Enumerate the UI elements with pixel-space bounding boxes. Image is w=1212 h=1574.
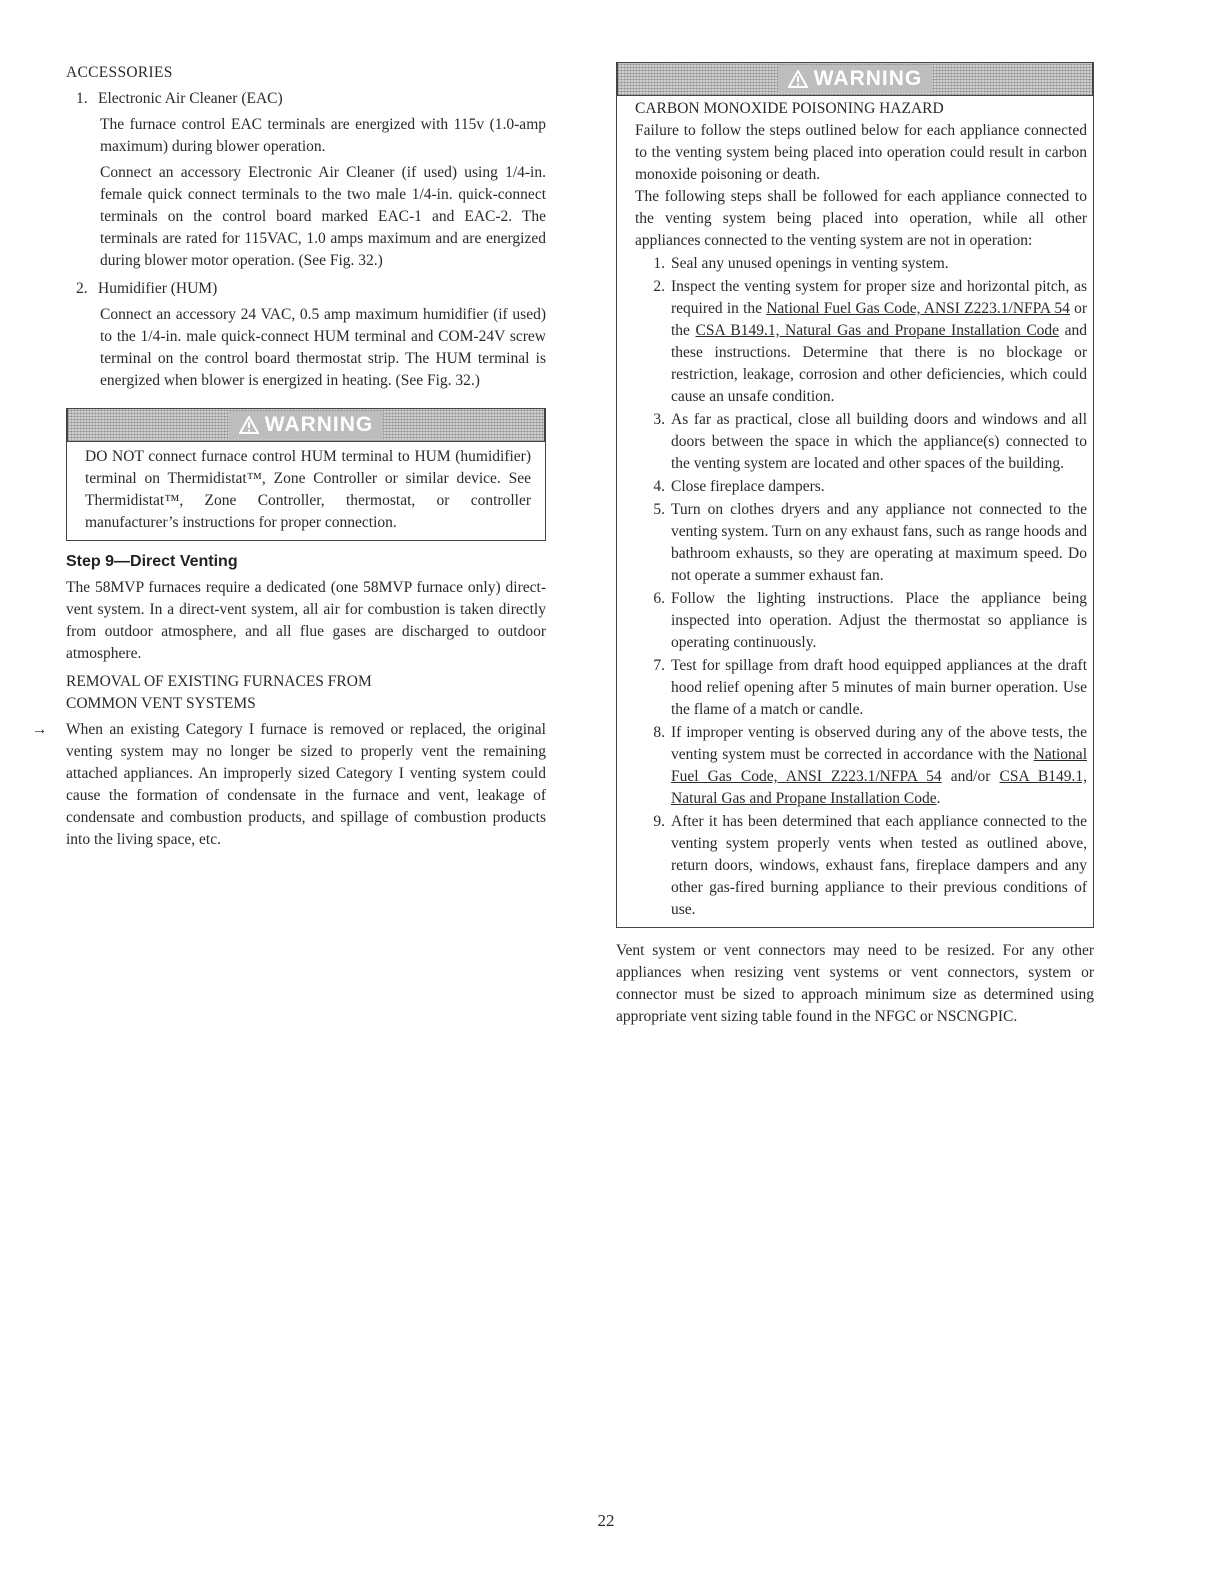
step-text: Close fireplace dampers.: [671, 478, 825, 495]
list-item: [635, 588, 1087, 654]
eac-paragraph-1: The furnace control EAC terminals are energized with 115v (1.0-amp maximum) during blower operation.: [100, 116, 546, 155]
list-item: [635, 811, 1087, 921]
warning-triangle-icon: [239, 416, 259, 434]
code-reference: National Fuel Gas Code, ANSI Z223.1/NFPA 54: [671, 746, 1087, 785]
step-text: [671, 722, 1087, 810]
warning-title-text: WARNING: [813, 67, 923, 90]
left-column: [32, 62, 546, 851]
co-warning-box: [616, 62, 1094, 928]
step-number: 2.: [653, 278, 665, 295]
warning-title: [778, 65, 933, 93]
step-number: 4.: [653, 478, 665, 495]
step-number: 6.: [653, 590, 665, 607]
step-number: 8.: [653, 724, 665, 741]
right-column: [616, 62, 1094, 1028]
list-item: [635, 253, 1087, 275]
eac-paragraph-2: Connect an accessory Electronic Air Cleaner (if used) using 1/4-in. female quick connect terminals to the two male 1/4-in. quick-connect terminals on the control board marked EAC-1 and EAC-2. The terminals are rated for 115VAC, 1.0 amps maximum and are energized during blower motor operation. (See Fig. 32.): [100, 164, 546, 269]
step-number: 5.: [653, 501, 665, 518]
warning-triangle-icon: [788, 70, 808, 88]
hazard-heading: CARBON MONOXIDE POISONING HAZARD: [635, 100, 944, 117]
step-9-heading: Step 9—Direct Venting: [66, 553, 238, 570]
step-text-part: and/or: [941, 768, 1000, 785]
removal-heading: [66, 671, 546, 715]
vent-resize-paragraph: Vent system or vent connectors may need to be resized. For any other appliances when resizing vent systems or vent connectors, system or connector must be sized to approach minimum size as determined using appropriate vent sizing table found in the NFGC or NSCNGPIC.: [616, 942, 1094, 1025]
step-text: Test for spillage from draft hood equipped appliances at the draft hood relief opening after 5 minutes of main burner operation. Use the flame of a match or candle.: [671, 657, 1087, 718]
step-text-part: Inspect the venting system for proper size and horizontal pitch, as required in the: [671, 278, 1087, 317]
step-number: 7.: [653, 657, 665, 674]
warning-banner: [617, 62, 1093, 96]
venting-steps-list: [635, 253, 1087, 921]
removal-heading-line-2: COMMON VENT SYSTEMS: [66, 695, 256, 712]
item-label: Electronic Air Cleaner (EAC): [98, 90, 283, 107]
step-text: Turn on clothes dryers and any appliance not connected to the venting system. Turn on any exhaust fans, such as range hoods and bathroom exhausts, so they are operating at maximum speed. Do not operate a summer exhaust fan.: [671, 501, 1087, 584]
step-text: After it has been determined that each appliance connected to the venting system properly vents when tested as outlined above, return doors, windows, exhaust fans, fireplace dampers and any other gas-fired burning appliance to their previous conditions of use.: [671, 813, 1087, 918]
accessories-heading: ACCESSORIES: [66, 64, 173, 81]
list-item: [635, 655, 1087, 721]
step-text: Follow the lighting instructions. Place the appliance being inspected into operation. Adjust the thermostat so appliance is operating continuously.: [671, 590, 1087, 651]
list-item: [635, 722, 1087, 810]
warning-title: [229, 411, 384, 439]
list-item: [635, 276, 1087, 408]
warning-text: DO NOT connect furnace control HUM terminal to HUM (humidifier) terminal on Thermidistat™, Zone Controller or similar device. See Thermidistat™, Zone Controller, thermostat, or controller manufacturer’s instructions for proper connection.: [85, 448, 531, 531]
step-text: Seal any unused openings in venting system.: [671, 255, 949, 272]
item-label: Humidifier (HUM): [98, 280, 218, 297]
warning-body: [617, 96, 1093, 927]
item-number: 2.: [76, 280, 88, 297]
page-number: 22: [597, 1511, 615, 1530]
removal-paragraph: [32, 719, 546, 851]
list-item: [635, 499, 1087, 587]
hum-paragraph: Connect an accessory 24 VAC, 0.5 amp maximum humidifier (if used) to the 1/4-in. male quick-connect HUM terminal and COM-24V screw terminal on the control board thermostat strip. The HUM terminal is energized when blower is energized in heating. (See Fig. 32.): [100, 306, 546, 389]
step-text-part: If improper venting is observed during any of the above tests, the venting system must be corrected in accordance with the: [671, 724, 1087, 763]
warning-intro-2: The following steps shall be followed for each appliance connected to the venting system being placed into operation, while all other appliances connected to the venting system are not in operation:: [635, 188, 1087, 249]
item-number: 1.: [76, 90, 88, 107]
list-item: [635, 409, 1087, 475]
hum-warning-box: [66, 408, 546, 541]
step-text-part: .: [936, 790, 941, 807]
removal-heading-line-1: REMOVAL OF EXISTING FURNACES FROM: [66, 673, 372, 690]
step-text: As far as practical, close all building doors and windows and all doors between the space in which the appliance(s) connected to the venting system are located and other spaces of the building.: [671, 411, 1087, 472]
step-number: 3.: [653, 411, 665, 428]
warning-banner: [67, 408, 545, 442]
code-reference: National Fuel Gas Code, ANSI Z223.1/NFPA 54: [766, 300, 1070, 317]
code-reference: CSA B149.1, Natural Gas and Propane Installation Code: [695, 322, 1060, 339]
code-reference: CSA B149.1, Natural Gas and Propane Installation Code: [671, 768, 1087, 807]
step-text-part: and these instructions. Determine that there is no blockage or restriction, leakage, corrosion and other deficiencies, which could cause an unsafe condition.: [671, 322, 1088, 405]
accessory-item-hum: [76, 278, 546, 300]
step-number: 9.: [653, 813, 665, 830]
step-text-part: or the: [671, 300, 1087, 339]
accessory-item-eac: [76, 88, 546, 110]
removal-paragraph-text: When an existing Category I furnace is removed or replaced, the original venting system may no longer be sized to properly vent the remaining attached appliances. An improperly sized Category I venting system could cause the formation of condensate in the furnace and vent, leakage of condensate and combustion products, and spillage of combustion products into the living space, etc.: [66, 721, 546, 848]
change-arrow-icon: →: [32, 721, 48, 738]
warning-intro-1: Failure to follow the steps outlined below for each appliance connected to the venting system being placed into operation could result in carbon monoxide poisoning or death.: [635, 122, 1087, 183]
step-number: 1.: [653, 255, 665, 272]
step-9-paragraph: The 58MVP furnaces require a dedicated (one 58MVP furnace only) direct-vent system. In a direct-vent system, all air for combustion is taken directly from outdoor atmosphere, and all flue gases are discharged to outdoor atmosphere.: [66, 579, 546, 662]
step-text: [671, 276, 1087, 408]
warning-title-text: WARNING: [264, 413, 374, 436]
list-item: [635, 476, 1087, 498]
